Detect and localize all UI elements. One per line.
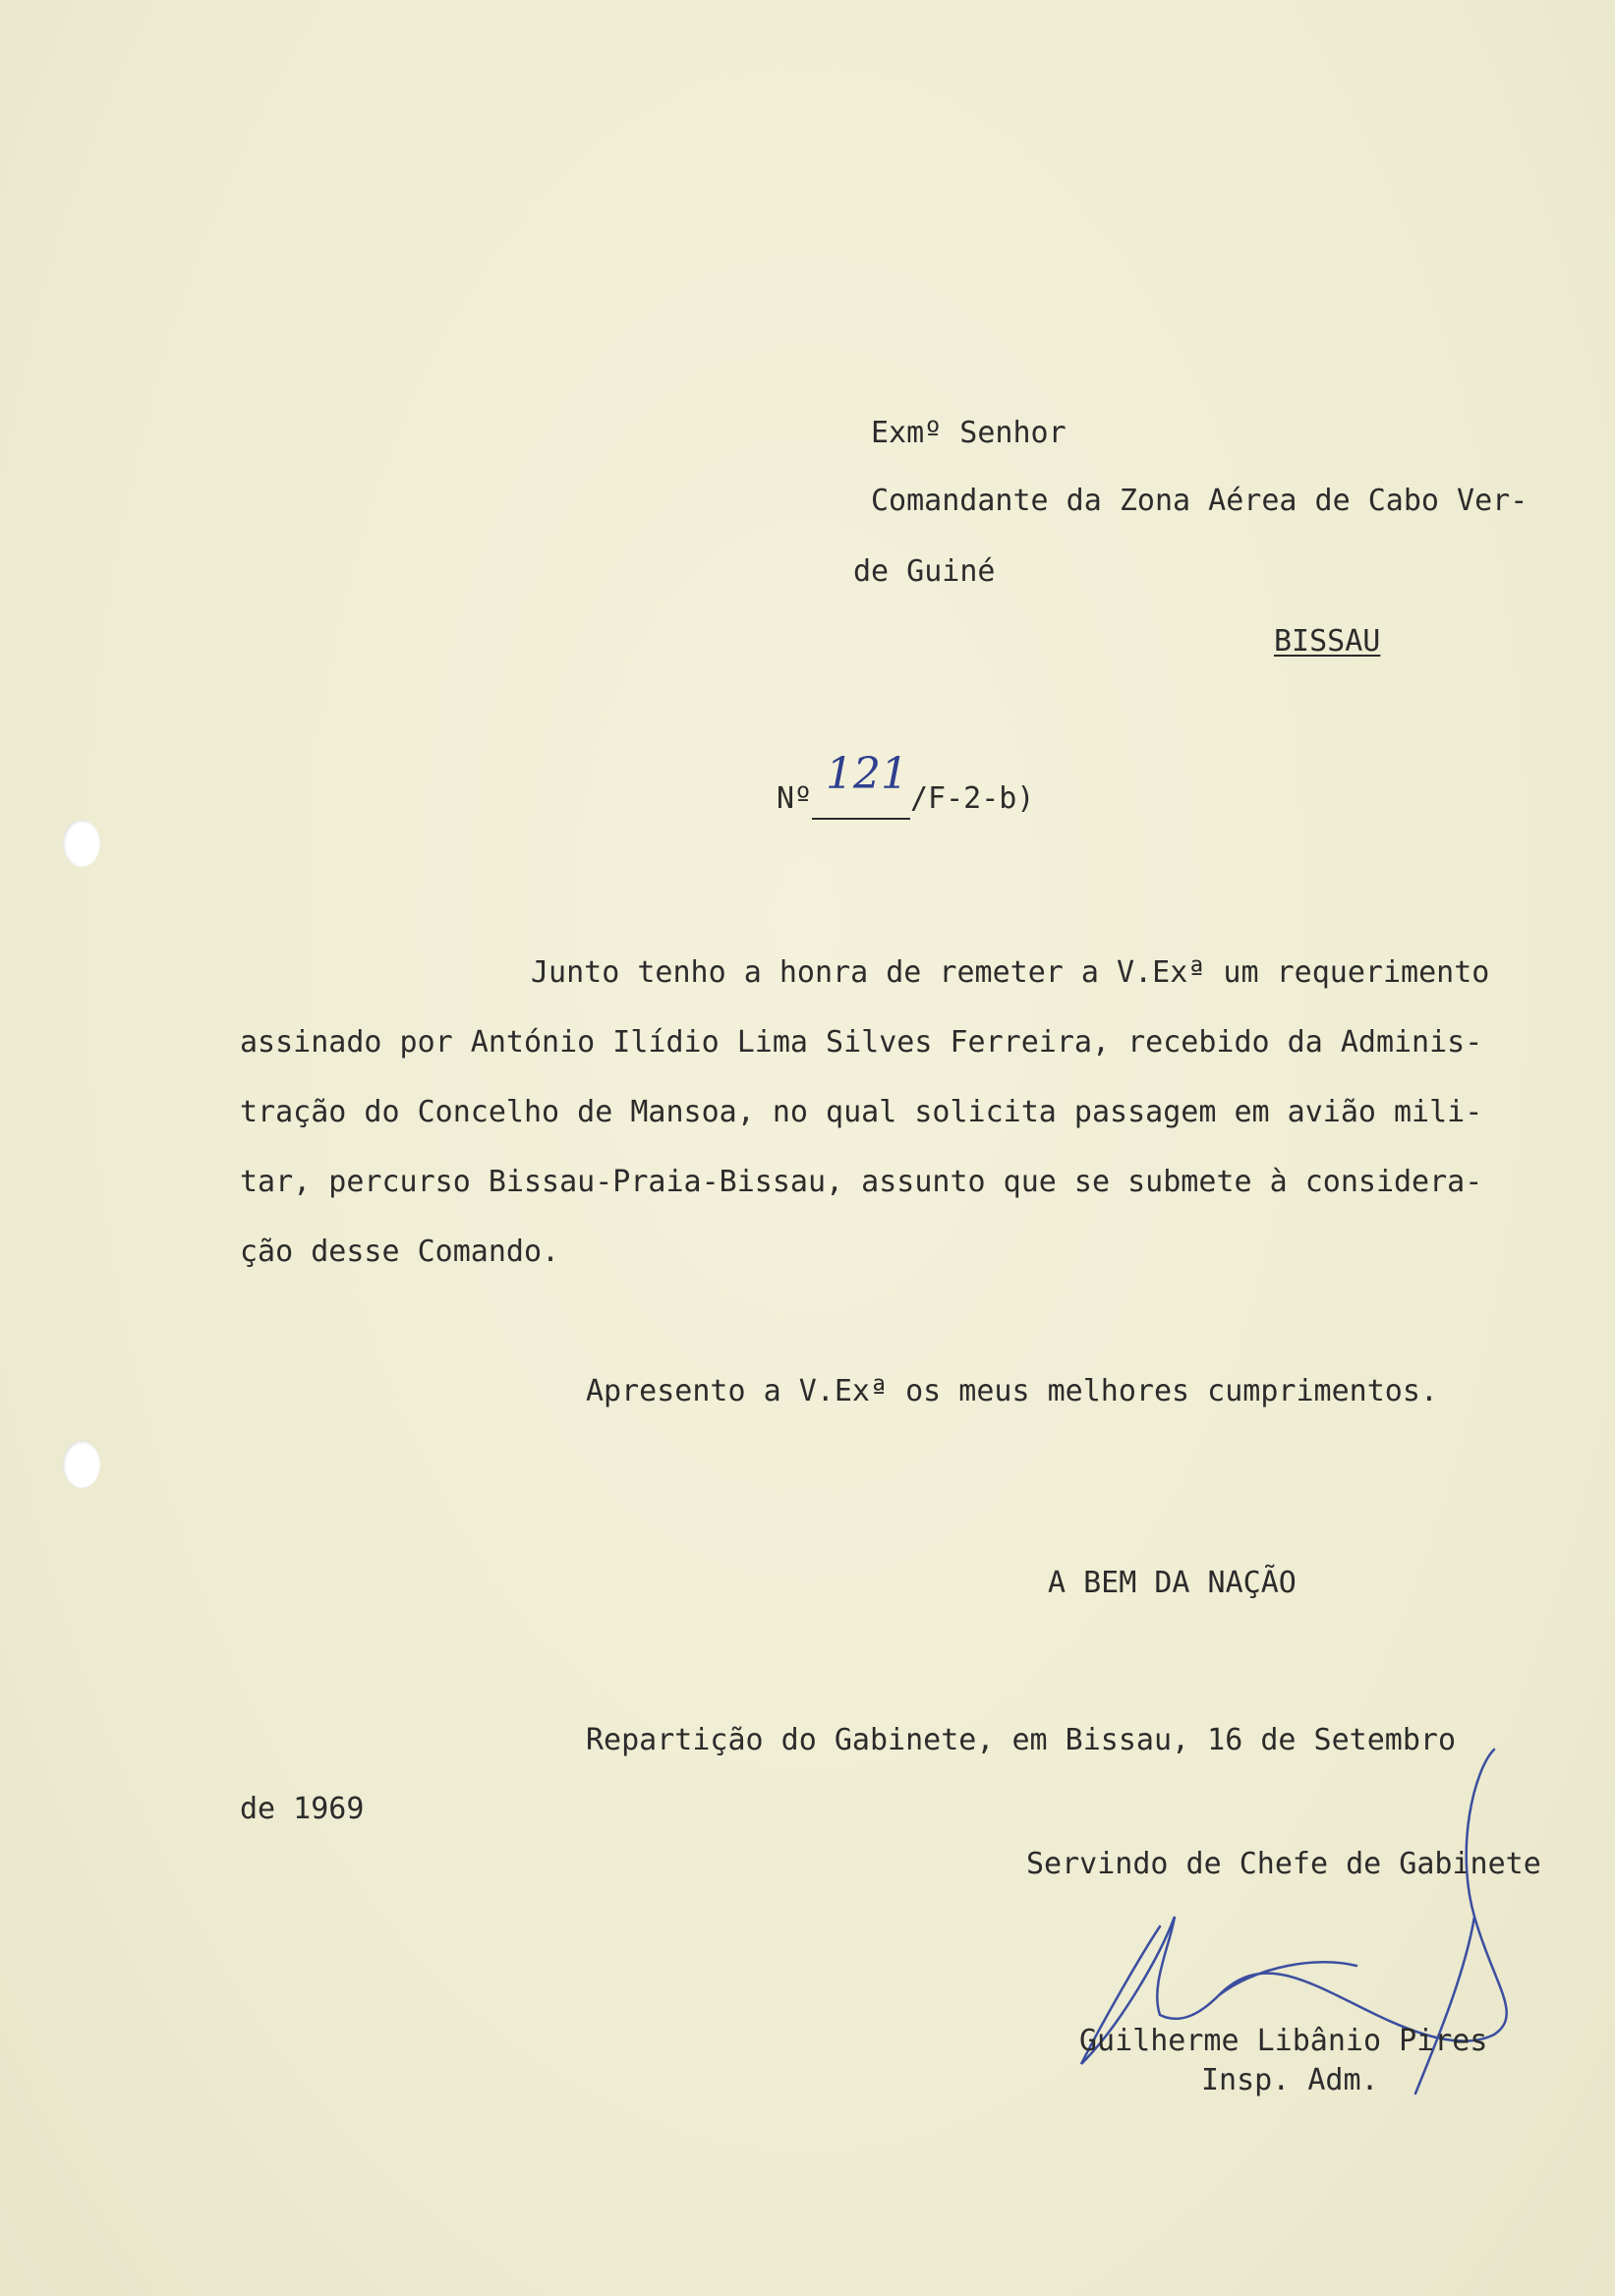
reference-underline — [812, 818, 910, 820]
reference-prefix: Nº — [777, 781, 813, 816]
address-line-1: Comandante da Zona Aérea de Cabo Ver- — [871, 484, 1528, 518]
reference-suffix: /F-2-b) — [910, 781, 1035, 816]
body-line-5: ção desse Comando. — [240, 1234, 560, 1269]
closing-greeting: Apresento a V.Exª os meus melhores cumprimentos. — [586, 1374, 1438, 1408]
place-date-line-1: Repartição do Gabinete, em Bissau, 16 de Setembro — [586, 1723, 1457, 1757]
address-line-2: de Guiné — [853, 554, 996, 589]
address-city: BISSAU — [1274, 624, 1381, 659]
reference-handwritten-number: 121 — [826, 749, 908, 799]
closing-motto: A BEM DA NAÇÃO — [1048, 1566, 1297, 1600]
signature-name: Guilherme Libânio Pires — [1079, 2024, 1488, 2058]
body-line-3: tração do Concelho de Mansoa, no qual solicita passagem em avião mili- — [240, 1095, 1483, 1129]
signature-title: Insp. Adm. — [1201, 2063, 1379, 2097]
punch-hole-top — [63, 820, 100, 867]
body-line-2: assinado por António Ilídio Lima Silves Ferreira, recebido da Adminis- — [240, 1025, 1483, 1060]
body-line-1: Junto tenho a honra de remeter a V.Exª um requerimento — [531, 955, 1490, 990]
signature-role: Servindo de Chefe de Gabinete — [1026, 1847, 1541, 1881]
place-date-line-2: de 1969 — [240, 1792, 365, 1826]
address-salutation: Exmº Senhor — [871, 416, 1067, 450]
body-line-4: tar, percurso Bissau-Praia-Bissau, assunto que se submete à considera- — [240, 1165, 1483, 1199]
punch-hole-bottom — [63, 1441, 100, 1488]
